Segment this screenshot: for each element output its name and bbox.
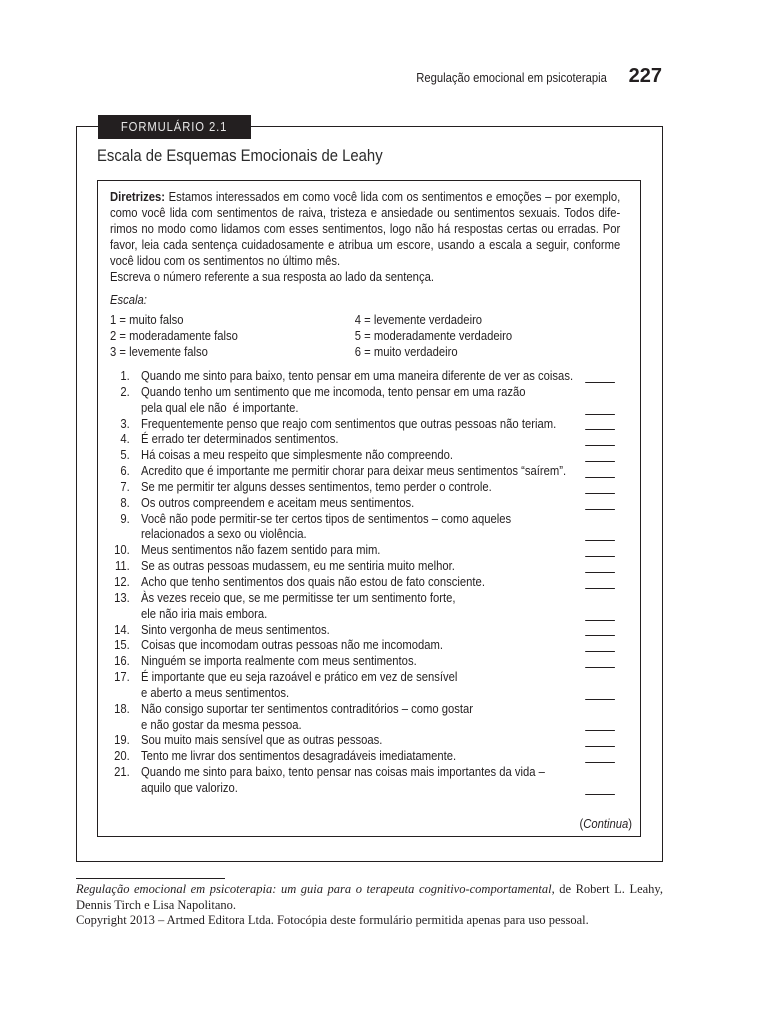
form-content	[110, 0, 641, 1024]
running-title: Regulação emocional em psicoterapia	[416, 71, 607, 85]
item-12	[110, 575, 641, 591]
item-text: pela qual ele não é importante.	[140, 400, 299, 415]
item-text: Coisas que incomodam outras pessoas não me incomodam.	[140, 638, 443, 653]
form-title: Escala de Esquemas Emocionais de Leahy	[97, 147, 383, 165]
item-number: 18.	[114, 701, 130, 716]
footer-credits	[76, 882, 663, 929]
item-list	[110, 369, 641, 797]
item-number: 4.	[120, 432, 130, 447]
directives-line	[110, 189, 620, 205]
item-text: Quando me sinto para baixo, tento pensar nas coisas mais importantes da vida –	[140, 765, 545, 780]
continued-text: Continua	[583, 817, 629, 831]
item-number: 10.	[114, 543, 130, 558]
answer-blank	[585, 414, 615, 415]
item-15	[110, 638, 641, 654]
item-13	[110, 591, 641, 623]
item-text: É errado ter determinados sentimentos.	[140, 432, 339, 447]
answer-blank	[585, 667, 615, 668]
answer-blank	[585, 746, 615, 747]
directives-heading: Diretrizes:	[110, 190, 166, 204]
scale-heading: Escala:	[110, 293, 147, 307]
item-text: Sou muito mais sensível que as outras pessoas.	[140, 733, 383, 748]
item-text: e aberto a meus sentimentos.	[140, 685, 290, 700]
answer-blank	[585, 635, 615, 636]
item-number: 1.	[120, 369, 130, 383]
item-number: 20.	[114, 749, 130, 764]
answer-blank	[585, 509, 615, 510]
directives-text: Estamos interessados em como você lida com os sentimentos e emoções – por exemplo,	[168, 190, 621, 204]
item-number: 11.	[114, 559, 130, 574]
answer-blank	[585, 794, 615, 795]
form-label-text: FORMULÁRIO 2.1	[121, 120, 228, 134]
item-text: relacionados a sexo ou violência.	[140, 527, 307, 542]
item-text: Às vezes receio que, se me permitisse ter um sentimento forte,	[140, 590, 456, 605]
item-14	[110, 623, 641, 639]
answer-blank	[585, 588, 615, 589]
item-text: Tento me livrar dos sentimentos desagradáveis imediatamente.	[140, 749, 457, 764]
item-text: Acho que tenho sentimentos dos quais não estou de fato consciente.	[140, 574, 485, 589]
footer-authors: , de Robert L. Leahy,	[551, 882, 663, 896]
item-text: Você não pode permitir-se ter certos tipos de sentimentos – como aqueles	[140, 511, 512, 526]
answer-blank	[585, 556, 615, 557]
item-text: Quando tenho um sentimento que me incomoda, tento pensar em uma razão	[140, 384, 526, 399]
directives-line: Escreva o número referente a sua resposta ao lado da sentença.	[110, 270, 434, 284]
directives-line: favor, leia cada sentença cuidadosamente e atribua um escore, usando a escala a seguir, conforme	[110, 238, 621, 252]
item-text: Frequentemente penso que reajo com sentimentos que outras pessoas não teriam.	[140, 416, 557, 431]
item-text: Sinto vergonha de meus sentimentos.	[140, 622, 330, 637]
continued-close: )	[628, 817, 632, 831]
item-text: Não consigo suportar ter sentimentos contraditórios – como gostar	[140, 701, 473, 716]
item-text: É importante que eu seja razoável e prático em vez de sensível	[140, 670, 458, 685]
scale-option: 3 = levemente falso	[110, 345, 208, 359]
item-20	[110, 749, 641, 765]
item-8	[110, 496, 641, 512]
item-text: Quando me sinto para baixo, tento pensar em uma maneira diferente de ver as coisas.	[140, 369, 574, 383]
answer-blank	[585, 730, 615, 731]
item-number: 12.	[114, 574, 130, 589]
item-text: aquilo que valorizo.	[140, 780, 238, 795]
continued-note	[110, 816, 632, 832]
item-text: Se me permitir ter alguns desses sentimentos, temo perder o controle.	[140, 479, 492, 494]
item-10	[110, 543, 641, 559]
item-3	[110, 417, 641, 433]
item-number: 3.	[120, 416, 130, 431]
item-11	[110, 559, 641, 575]
continued-open: (	[579, 817, 584, 831]
item-1	[110, 369, 641, 385]
item-text: Ninguém se importa realmente com meus sentimentos.	[140, 654, 417, 669]
item-7	[110, 480, 641, 496]
answer-blank	[585, 572, 615, 573]
answer-blank	[585, 382, 615, 383]
answer-blank	[585, 445, 615, 446]
answer-blank	[585, 620, 615, 621]
item-text: Acredito que é importante me permitir chorar para deixar meus sentimentos “saírem”.	[140, 464, 567, 479]
footer-line	[76, 882, 663, 898]
form-label-tab	[98, 115, 251, 139]
footer-book-title: Regulação emocional em psicoterapia: um guia para o terapeuta cognitivo-comportamental	[76, 882, 552, 896]
item-6	[110, 464, 641, 480]
scale-option: 1 = muito falso	[110, 313, 184, 327]
item-number: 9.	[120, 511, 130, 526]
item-number: 14.	[114, 622, 130, 637]
item-number: 7.	[120, 479, 130, 494]
directives-paragraph	[110, 189, 620, 285]
item-number: 17.	[114, 670, 130, 685]
footer-copyright: Copyright 2013 – Artmed Editora Ltda. Fotocópia deste formulário permitida apenas para uso pessoal.	[76, 913, 589, 927]
answer-blank	[585, 699, 615, 700]
item-text: ele não iria mais embora.	[140, 606, 268, 621]
item-number: 2.	[120, 384, 130, 399]
item-number: 13.	[114, 590, 130, 605]
item-5	[110, 448, 641, 464]
item-9	[110, 512, 641, 544]
answer-blank	[585, 429, 615, 430]
page-number: 227	[628, 65, 662, 87]
scale-left-column	[110, 312, 238, 360]
answer-blank	[585, 477, 615, 478]
item-text: e não gostar da mesma pessoa.	[140, 717, 302, 732]
item-number: 5.	[120, 448, 130, 463]
item-2	[110, 385, 641, 417]
item-number: 21.	[114, 765, 130, 780]
scale-option: 6 = muito verdadeiro	[354, 345, 458, 359]
answer-blank	[585, 651, 615, 652]
footer-line: Dennis Tirch e Lisa Napolitano.	[76, 897, 237, 912]
directives-line: rimos no modo como lidamos com esses sentimentos, logo não há respostas certas ou erradas. Por	[110, 222, 621, 236]
directives-line: como você lida com sentimentos de raiva, tristeza e ansiedade ou sentimentos sexuais. Todos dife-	[110, 206, 621, 220]
item-21	[110, 765, 641, 797]
item-19	[110, 733, 641, 749]
answer-blank	[585, 493, 615, 494]
item-number: 8.	[120, 495, 130, 510]
item-4	[110, 432, 641, 448]
scale-option: 2 = moderadamente falso	[110, 329, 238, 343]
answer-blank	[585, 540, 615, 541]
scale-option: 4 = levemente verdadeiro	[354, 313, 483, 327]
footer-rule	[76, 878, 225, 879]
item-16	[110, 654, 641, 670]
answer-blank	[585, 461, 615, 462]
item-17	[110, 670, 641, 702]
item-number: 19.	[114, 733, 130, 748]
scale-option: 5 = moderadamente verdadeiro	[354, 329, 513, 343]
item-number: 15.	[114, 638, 130, 653]
item-number: 6.	[120, 464, 130, 479]
item-text: Há coisas a meu respeito que simplesmente não compreendo.	[140, 448, 453, 463]
item-18	[110, 702, 641, 734]
directives-line: você lidou com os sentimentos no último mês.	[110, 254, 341, 268]
item-text: Meus sentimentos não fazem sentido para mim.	[140, 543, 381, 558]
item-text: Os outros compreendem e aceitam meus sentimentos.	[140, 495, 415, 510]
item-text: Se as outras pessoas mudassem, eu me sentiria muito melhor.	[140, 559, 455, 574]
scale-right-column	[355, 312, 512, 360]
answer-blank	[585, 762, 615, 763]
item-number: 16.	[114, 654, 130, 669]
